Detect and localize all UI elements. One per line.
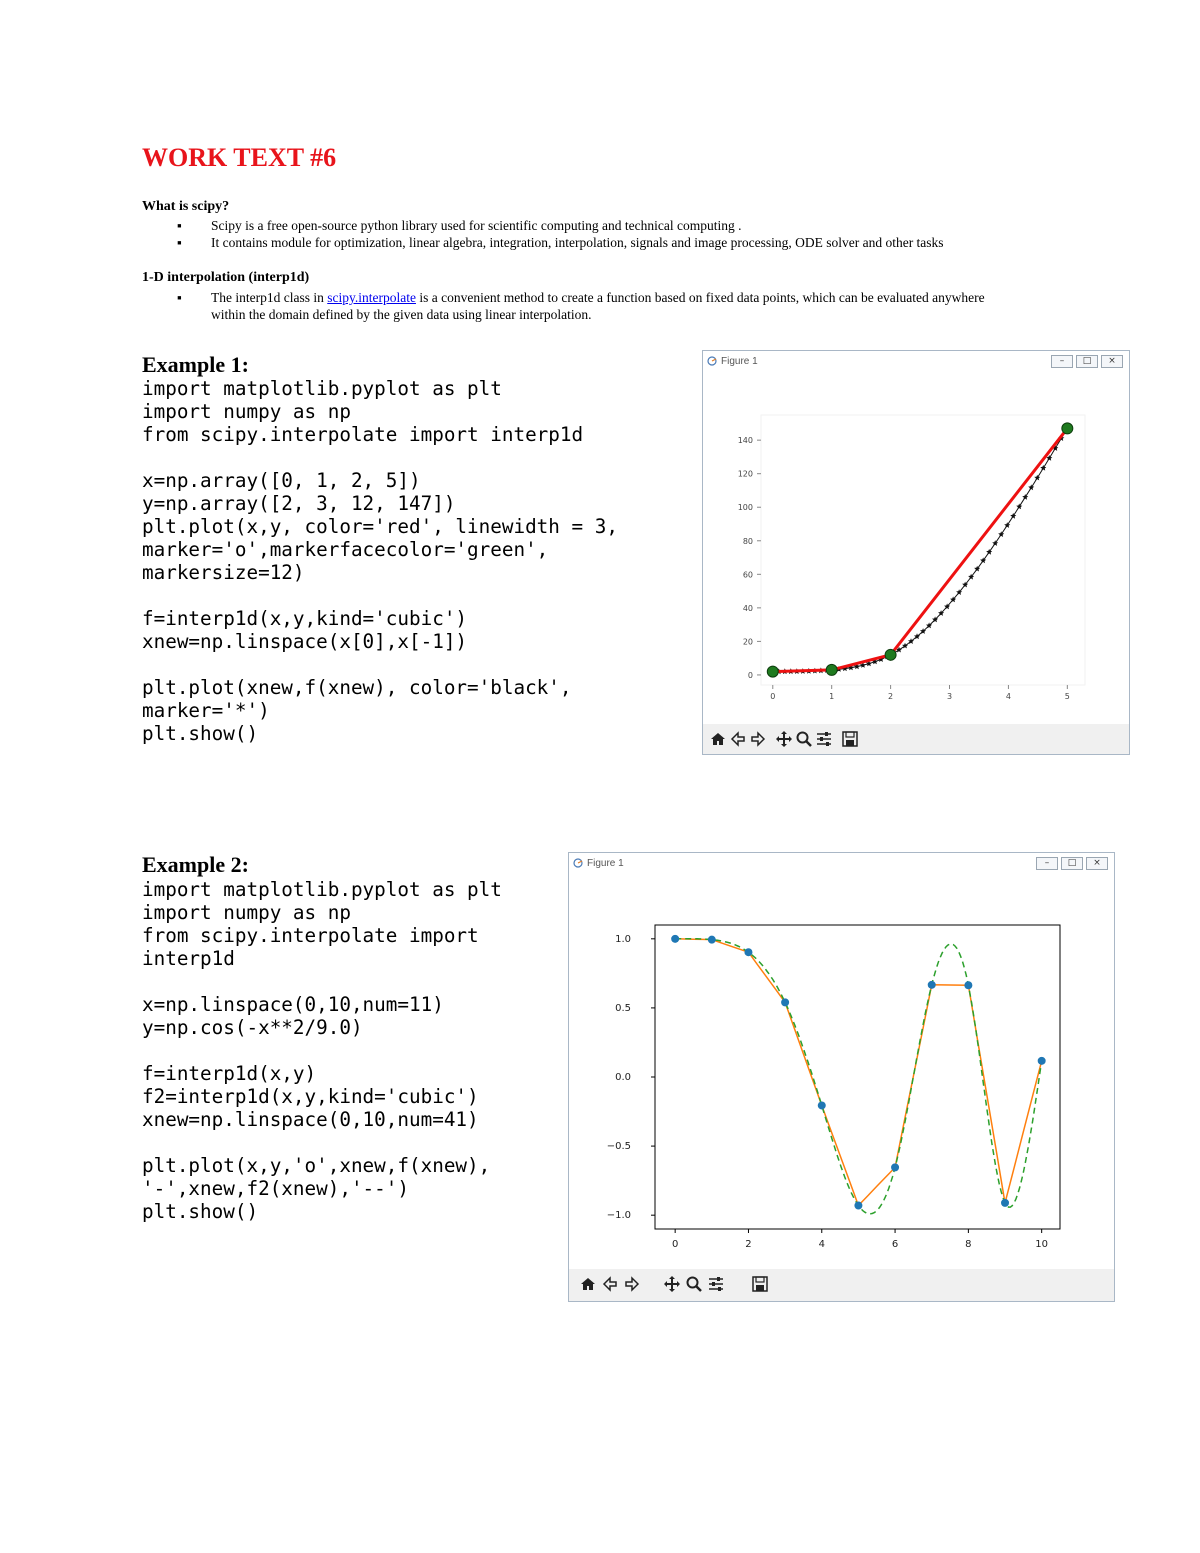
data-point-marker [708, 936, 716, 944]
y-tick-label: 140 [737, 436, 753, 446]
y-tick-label: 40 [742, 603, 753, 613]
figure2-window [568, 852, 1115, 1302]
x-tick-label: 1 [829, 692, 835, 701]
example1-code: import matplotlib.pyplot as plt import numpy as np from scipy.interpolate import interp1d x=np.array([0, 1, 2, 5]) y=np.array([2, 3, 12, 147]) plt.plot(x,y, color='red', linewidth = 3, marker='o',markerfacecolor='green', markersize=12) f=interp1d(x,y,kind='cubic') xnew=np.linspace(x[0],x[-1]) plt.plot(xnew,f(xnew), color='black', marker='*') plt.show() [142, 377, 618, 745]
cubic-star-marker [1016, 504, 1022, 510]
list-item: ▪ It contains module for optimization, linear algebra, integration, interpolation, signals and image processing, ODE solver and other tasks [177, 235, 944, 250]
data-point-marker [854, 1202, 862, 1210]
data-point-marker [818, 1101, 826, 1109]
maximize-button[interactable]: □ [1061, 857, 1083, 870]
y-tick-label: 20 [742, 637, 753, 647]
pan-icon[interactable] [775, 730, 793, 748]
data-green-marker [767, 666, 778, 677]
scipy-bullet-list [142, 217, 1042, 251]
y-tick-label: −0.5 [606, 1141, 631, 1153]
cubic-star-marker [1034, 475, 1040, 481]
cubic-star-marker [1022, 494, 1028, 500]
cubic-star-marker [1040, 465, 1046, 471]
figure-window-titlebar [569, 853, 1114, 875]
scipy-interpolate-link[interactable]: scipy.interpolate [327, 290, 416, 305]
zoom-icon[interactable] [795, 730, 813, 748]
section-heading-what-is-scipy: What is scipy? [142, 199, 230, 214]
plot-frame [761, 415, 1085, 685]
data-green-marker [826, 664, 837, 675]
zoom-icon[interactable] [685, 1275, 703, 1293]
bullet-marker: ▪ [177, 218, 182, 233]
figure1-window [702, 350, 1130, 755]
minimize-button[interactable]: – [1051, 355, 1073, 368]
y-tick-label: 1.0 [615, 933, 631, 945]
cubic-star-marker [1004, 522, 1010, 528]
minimize-button[interactable]: – [1036, 857, 1058, 870]
back-icon[interactable] [601, 1275, 619, 1293]
figure-window-title: Figure 1 [587, 858, 624, 869]
close-button[interactable]: × [1101, 355, 1123, 368]
data-point-marker [891, 1163, 899, 1171]
cubic-star-marker [1028, 484, 1034, 490]
y-tick-label: −1.0 [606, 1210, 631, 1222]
close-button[interactable]: × [1086, 857, 1108, 870]
cubic-interp-line [773, 428, 1068, 671]
x-tick-label: 6 [891, 1239, 899, 1250]
data-point-marker [671, 935, 679, 943]
x-tick-label: 4 [818, 1239, 825, 1250]
example2-title: Example 2: [142, 852, 249, 877]
bullet-marker: ▪ [177, 235, 182, 250]
chart-example1 [703, 373, 1129, 723]
example1-title: Example 1: [142, 352, 249, 377]
x-tick-label: 3 [946, 692, 953, 701]
x-tick-label: 0 [770, 692, 776, 701]
forward-icon[interactable] [749, 730, 767, 748]
data-point-marker [1038, 1057, 1046, 1065]
figure-window-titlebar [703, 351, 1129, 373]
x-tick-label: 8 [965, 1239, 972, 1250]
data-red-line [773, 428, 1068, 671]
back-icon[interactable] [729, 730, 747, 748]
y-tick-label: 80 [742, 536, 753, 546]
cubic-star-marker [1010, 513, 1016, 519]
x-tick-label: 4 [1005, 692, 1011, 701]
cubic-interp-dashed-line [675, 939, 1041, 1214]
data-point-marker [964, 981, 972, 989]
figure-toolbar [703, 724, 1129, 754]
save-icon[interactable] [841, 730, 859, 748]
data-green-marker [1062, 423, 1073, 434]
list-item: ▪ The interp1d class in scipy.interpolate is a convenient method to create a function based on fixed data points, which can be evaluated anywhere within the domain defined by the given data using linear interpolation. [177, 290, 985, 322]
maximize-button[interactable]: □ [1076, 355, 1098, 368]
y-tick-label: 0.5 [615, 1002, 631, 1014]
interp1d-bullet-list [142, 289, 1042, 323]
data-green-marker [885, 649, 896, 660]
page-title: WORK TEXT #6 [142, 143, 337, 172]
matplotlib-app-icon [573, 858, 583, 868]
section-heading-interp1d: 1-D interpolation (interp1d) [142, 270, 310, 285]
pan-icon[interactable] [663, 1275, 681, 1293]
y-tick-label: 0 [747, 670, 753, 680]
subplots-config-icon[interactable] [815, 730, 833, 748]
chart-example2 [569, 875, 1114, 1269]
bullet-marker: ▪ [177, 290, 182, 305]
example2-code: import matplotlib.pyplot as plt import numpy as np from scipy.interpolate import interp1d x=np.linspace(0,10,num=11) y=np.cos(-x**2/9.0) f=interp1d(x,y) f2=interp1d(x,y,kind='cubic') xnew=np.linspace(0,10,num=41) plt.plot(x,y,'o',xnew,f(xnew), '-',xnew,f2(xnew),'--') plt.show() [142, 878, 502, 1223]
linear-interp-line [675, 939, 1041, 1206]
y-tick-label: 60 [742, 570, 753, 580]
x-tick-label: 2 [888, 692, 894, 701]
y-tick-label: 100 [737, 503, 753, 513]
x-tick-label: 10 [1035, 1239, 1049, 1250]
data-point-marker [928, 981, 936, 989]
figure-window-title: Figure 1 [721, 356, 758, 367]
home-icon[interactable] [579, 1275, 597, 1293]
data-point-marker [781, 998, 789, 1006]
y-tick-label: 120 [737, 469, 753, 479]
data-point-marker [744, 948, 752, 956]
y-tick-label: 0.0 [615, 1072, 631, 1083]
forward-icon[interactable] [623, 1275, 641, 1293]
home-icon[interactable] [709, 730, 727, 748]
save-icon[interactable] [751, 1275, 769, 1293]
matplotlib-app-icon [707, 356, 717, 366]
subplots-config-icon[interactable] [707, 1275, 725, 1293]
x-tick-label: 5 [1064, 692, 1070, 701]
list-item: ▪ Scipy is a free open-source python library used for scientific computing and technical computing . [177, 218, 742, 233]
x-tick-label: 0 [671, 1239, 679, 1250]
data-point-marker [1001, 1199, 1009, 1207]
figure-toolbar [569, 1269, 1114, 1301]
x-tick-label: 2 [745, 1239, 752, 1250]
